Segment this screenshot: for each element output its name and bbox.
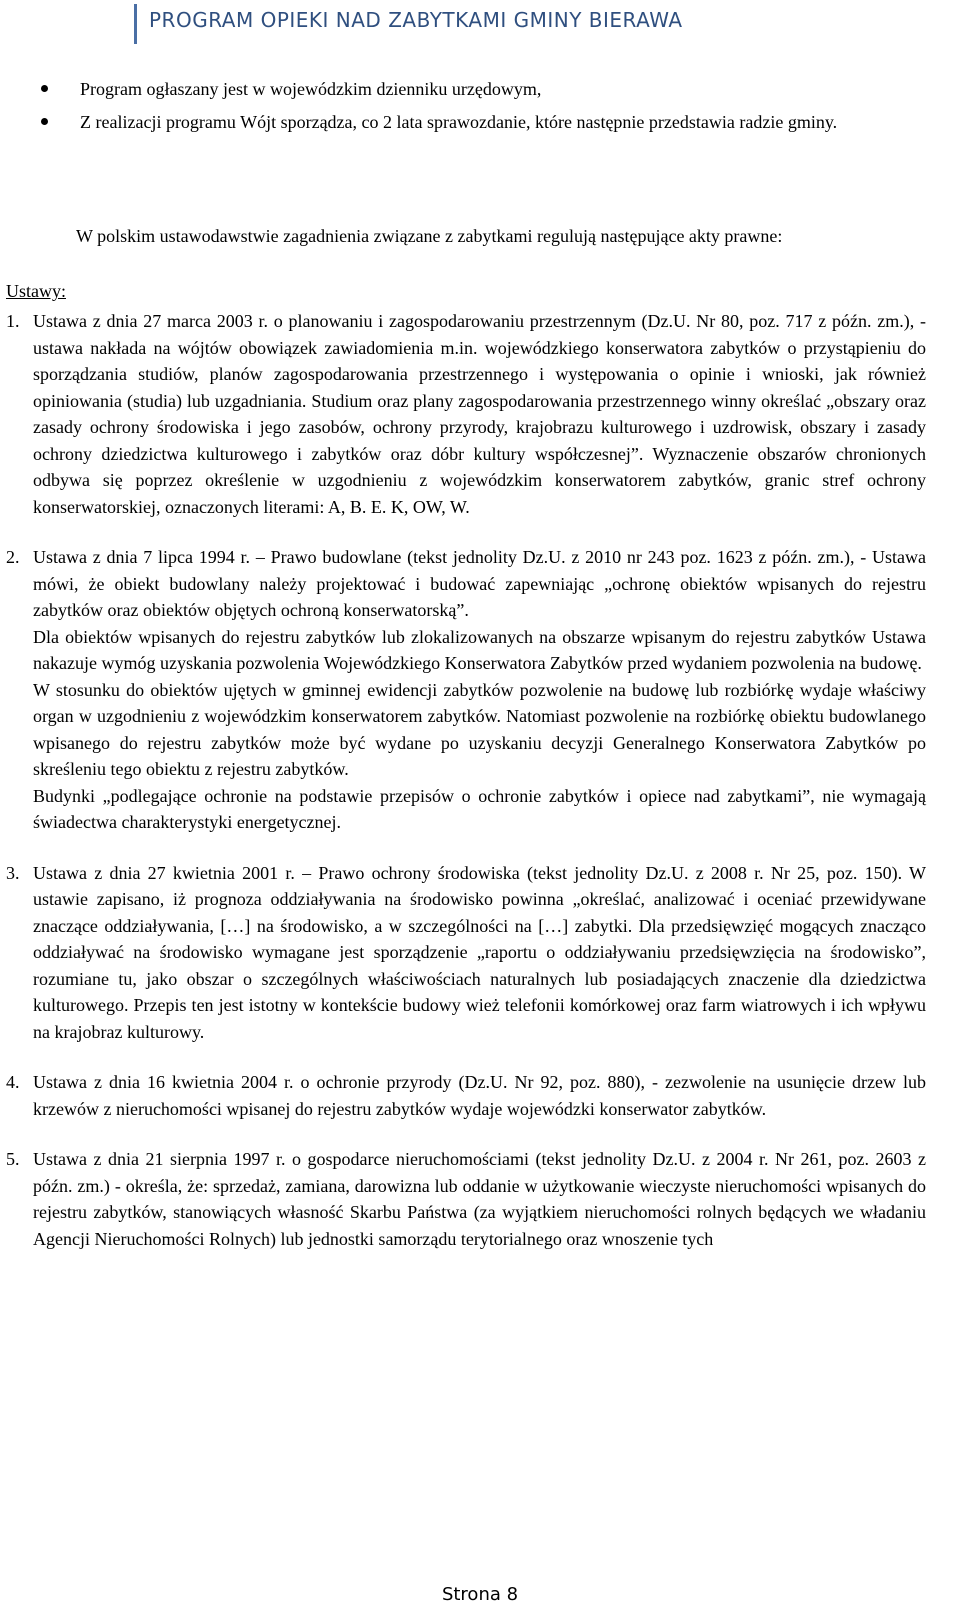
page-header xyxy=(134,0,914,44)
page-footer xyxy=(0,1584,960,1605)
act-item xyxy=(6,544,926,836)
act-number: 2. xyxy=(6,547,20,567)
act-paragraph: Dla obiektów wpisanych do rejestru zabytków lub zlokalizowanych na obszarze wpisanym do rejestru zabytków Ustawa nakazuje wymóg uzyskania pozwolenia Wojewódzkiego Konserwatora Zabytków przed wydaniem pozwolenia na budowę. xyxy=(33,626,926,673)
act-paragraph: Ustawa z dnia 7 lipca 1994 r. – Prawo budowlane (tekst jednolity Dz.U. z 2010 nr 243 poz. 1623 z późn. zm.), - Ustawa mówi, że obiekt budowlany należy projektować i budować zapewniając „ochronę obiektów wpisanych do rejestru zabytków oraz obiektów objętych ochroną konserwatorską”. xyxy=(33,547,926,620)
act-item xyxy=(6,1146,926,1252)
ustawy-label: Ustawy: xyxy=(6,281,66,301)
intro-text: W polskim ustawodawstwie zagadnienia związane z zabytkami regulują następujące akty prawne: xyxy=(76,226,783,246)
bullet-list xyxy=(40,76,920,142)
page-number: Strona 8 xyxy=(441,1584,519,1605)
bullet-text: Program ogłaszany jest w wojewódzkim dzienniku urzędowym, xyxy=(80,79,542,99)
acts-list xyxy=(6,308,926,1276)
act-number: 4. xyxy=(6,1072,20,1092)
act-item xyxy=(6,860,926,1046)
act-item xyxy=(6,1069,926,1122)
bullet-dot-icon xyxy=(41,118,48,125)
bullet-item xyxy=(40,109,920,135)
bullet-dot-icon xyxy=(41,85,48,92)
act-paragraph: Ustawa z dnia 27 marca 2003 r. o planowaniu i zagospodarowaniu przestrzennym (Dz.U. Nr 80, poz. 717 z późn. zm.), - ustawa nakłada na wójtów obowiązek zawiadomienia m.in. wojewódzkiego konserwatora zabytków o przystąpieniu do sporządzania studiów, planów zagospodarowania przestrzennego i występowania o opinie i wnioski, jak również opiniowania (studia) lub uzgadniania. Studium oraz plany zagospodarowania przestrzennego winny określać „obszary oraz zasady ochrony środowiska i jego zasobów, ochrony przyrody, krajobrazu kulturowego i uzdrowisk, obszary i zasady ochrony dziedzictwa kulturowego i zabytków oraz dóbr kultury współczesnej”. Wyznaczenie obszarów chronionych odbywa się poprzez określenie w uzgodnieniu z wojewódzkim konserwatorem zabytków, granic stref ochrony konserwatorskiej, oznaczonych literami: A, B. E. K, OW, W. xyxy=(33,311,926,517)
act-number: 3. xyxy=(6,862,20,883)
header-accent-bar xyxy=(134,4,137,44)
act-paragraph: Ustawa z dnia 16 kwietnia 2004 r. o ochronie przyrody (Dz.U. Nr 92, poz. 880), - zezwolenie na usunięcie drzew lub krzewów z nieruchomości wpisanej do rejestru zabytków wydaje wojewódzki konserwator zabytków. xyxy=(33,1072,926,1119)
act-paragraph: Budynki „podlegające ochronie na podstawie przepisów o ochronie zabytków i opiece nad zabytkami”, nie wymagają świadectwa charakterystyki energetycznej. xyxy=(33,785,926,832)
act-number: 5. xyxy=(6,1149,20,1169)
act-item xyxy=(6,308,926,520)
bullet-item xyxy=(40,76,920,102)
act-paragraph: Ustawa z dnia 27 kwietnia 2001 r. – Prawo ochrony środowiska (tekst jednolity Dz.U. z 2008 r. Nr 25, poz. 150). W ustawie zapisano, iż prognoza oddziaływania na środowisko powinna „określać, analizować i oceniać przewidywane znaczące oddziaływania, […] na środowisko, a w szczególności na […] zabytki. Dla przedsięwzięć mogących znacząco oddziaływać na środowisko wymagane jest sporządzenie „raportu o oddziaływaniu przedsięwzięcia na środowisko”, rozumiane tu, jako obszar o szczególnych właściwościach naturalnych lub posiadających znaczenie dla dziedzictwa kulturowego. Przepis ten jest istotny w kontekście budowy wież telefonii komórkowej oraz farm wiatrowych i ich wpływu na krajobraz kulturowy. xyxy=(33,862,926,1042)
act-number: 1. xyxy=(6,311,20,331)
header-title: PROGRAM OPIEKI NAD ZABYTKAMI GMINY BIERAWA xyxy=(149,8,683,32)
act-paragraph: W stosunku do obiektów ujętych w gminnej ewidencji zabytków pozwolenie na budowę lub rozbiórkę wydaje właściwy organ w uzgodnieniu z wojewódzkim konserwatorem zabytków. Natomiast pozwolenie na rozbiórkę obiektu budowlanego wpisanego do rejestru zabytków może być wydane po uzyskaniu decyzji Generalnego Konserwatora Zabytków po skreśleniu tego obiektu z rejestru zabytków. xyxy=(33,679,926,779)
bullet-text: Z realizacji programu Wójt sporządza, co 2 lata sprawozdanie, które następnie przedstawia radzie gminy. xyxy=(80,112,838,132)
intro-paragraph xyxy=(6,223,924,250)
act-paragraph: Ustawa z dnia 21 sierpnia 1997 r. o gospodarce nieruchomościami (tekst jednolity Dz.U. z 2004 r. Nr 261, poz. 2603 z późn. zm.) - określa, że: sprzedaż, zamiana, darowizna lub oddanie w użytkowanie wieczyste nieruchomości wpisanych do rejestru zabytków, stanowiących własność Skarbu Państwa (za wyjątkiem nieruchomości rolnych będących we władaniu Agencji Nieruchomości Rolnych) lub jednostki samorządu terytorialnego oraz wnoszenie tych xyxy=(33,1149,926,1249)
